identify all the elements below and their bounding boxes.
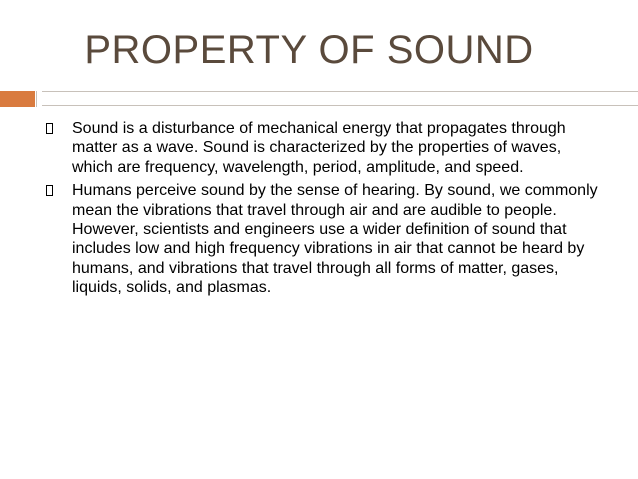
slide-title: [0, 28, 638, 73]
title-accent-block: [0, 91, 35, 107]
slide-title-text: PROPERTY OF SOUND: [84, 28, 534, 72]
bullet-text: Humans perceive sound by the sense of hearing. By sound, we commonly mean the vibrations that travel through air and are audible to people. However, scientists and engineers use a wider definition of sound that includes low and high frequency vibrations in air that cannot be heard by humans, and vibrations that travel through all forms of matter, gases, liquids, solids, and plasmas.: [72, 182, 598, 297]
bullet-item: [46, 181, 606, 297]
bullet-item: [46, 119, 606, 177]
bullet-list: [46, 119, 606, 302]
title-accent-rule: [42, 91, 638, 106]
bullet-text: Sound is a disturbance of mechanical energy that propagates through matter as a wave. Sound is characterized by the properties of waves, which are frequency, wavelength, period, amplitude, and speed.: [72, 120, 566, 176]
hollow-square-bullet-icon: [46, 123, 53, 134]
hollow-square-bullet-icon: [46, 185, 53, 196]
title-accent-divider: [36, 91, 37, 107]
